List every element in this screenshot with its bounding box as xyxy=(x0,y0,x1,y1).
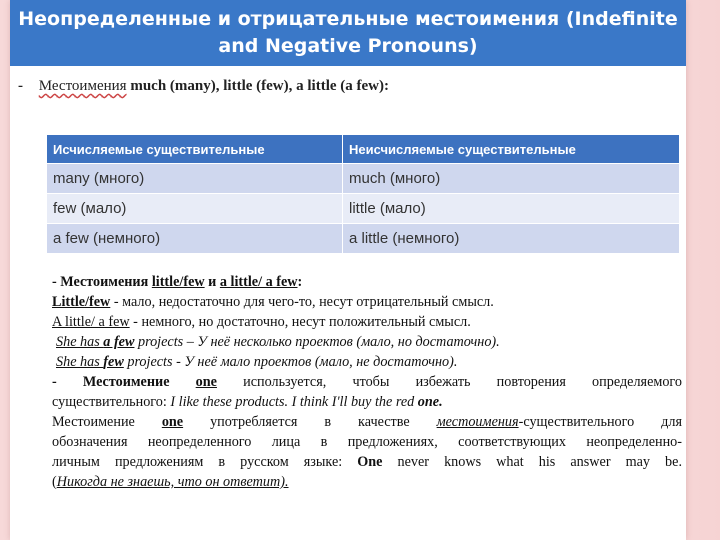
text-span: личным предложениям в русском языке: xyxy=(52,454,358,470)
text-span: one xyxy=(161,414,184,430)
body-line-2 xyxy=(52,292,682,312)
body-line-7 xyxy=(52,392,682,412)
text-span: -существительного для xyxy=(518,414,682,430)
table-row xyxy=(47,164,680,194)
text-span: A little/ a few xyxy=(52,314,130,330)
table-cell: little (мало) xyxy=(343,194,680,224)
text-span: употребляется в качестве xyxy=(183,414,437,430)
text-span: - xyxy=(52,374,83,390)
text-span: a few xyxy=(103,334,135,350)
text-span xyxy=(170,374,196,390)
title-line-1: Неопределенные и отрицательные местоимения (Indefinite xyxy=(18,8,678,30)
text-span: местоимения xyxy=(436,414,519,430)
text-span: little/few xyxy=(151,274,205,290)
body-line-5 xyxy=(52,352,682,372)
body-line-3 xyxy=(52,312,682,332)
text-span: projects - У неё мало проектов (мало, не достаточно). xyxy=(123,354,458,370)
text-span: one. xyxy=(417,394,443,410)
text-span: one xyxy=(195,374,217,390)
body-text xyxy=(52,272,682,492)
body-line-4 xyxy=(52,332,682,352)
subtitle-dash: - xyxy=(18,78,23,94)
text-span: обозначения неопределенного лица в предложениях, соответствующих неопределенно- xyxy=(52,434,682,450)
text-span: Местоимение xyxy=(52,414,162,430)
table-cell: many (много) xyxy=(47,164,343,194)
body-line-10 xyxy=(52,452,682,472)
text-span: существительного: xyxy=(52,394,171,410)
text-span: a little/ a few xyxy=(219,274,298,290)
table-cell: a few (немного) xyxy=(47,224,343,254)
table-header-uncountable: Неисчисляемые существительные xyxy=(343,135,680,164)
subtitle xyxy=(18,78,678,95)
text-span: ( xyxy=(52,474,57,490)
text-span: She has xyxy=(56,334,104,350)
text-span: - немного, но достаточно, несут положительный смысл. xyxy=(129,314,471,330)
body-line-1 xyxy=(52,272,682,292)
table-cell: much (много) xyxy=(343,164,680,194)
text-span: projects – У неё несколько проектов (мало, но достаточно). xyxy=(134,334,500,350)
pronoun-table xyxy=(46,134,680,254)
subtitle-word: Местоимения xyxy=(38,78,127,94)
table-cell: a little (немного) xyxy=(343,224,680,254)
table-row xyxy=(47,194,680,224)
text-span: She has xyxy=(56,354,104,370)
title-line-2: and Negative Pronouns) xyxy=(218,35,478,57)
text-span: : xyxy=(297,274,303,290)
slide xyxy=(10,0,686,540)
text-span: - Местоимения xyxy=(52,274,152,290)
text-span: Никогда не знаешь, что он ответит). xyxy=(56,474,289,490)
table-header-countable: Исчисляемые существительные xyxy=(47,135,343,164)
text-span: few xyxy=(103,354,124,370)
text-span: never knows what his answer may be. xyxy=(382,454,682,470)
table-cell: few (мало) xyxy=(47,194,343,224)
text-span: Местоимение xyxy=(82,374,170,390)
subtitle-rest: much (many), little (few), a little (a few): xyxy=(130,78,389,94)
text-span: Little/few xyxy=(52,294,111,310)
table-header-row xyxy=(47,135,680,164)
body-line-9 xyxy=(52,432,682,452)
body-line-8 xyxy=(52,412,682,432)
text-span: I like these products. I think I'll buy the red xyxy=(170,394,418,410)
table-row xyxy=(47,224,680,254)
text-span: используется, чтобы избежать повторения определяемого xyxy=(216,374,682,390)
body-line-11 xyxy=(52,472,682,492)
title-bar xyxy=(10,0,686,66)
text-span: и xyxy=(204,274,220,290)
body-line-6 xyxy=(52,372,682,392)
text-span: - мало, недостаточно для чего-то, несут отрицательный смысл. xyxy=(110,294,494,310)
text-span: One xyxy=(357,454,383,470)
